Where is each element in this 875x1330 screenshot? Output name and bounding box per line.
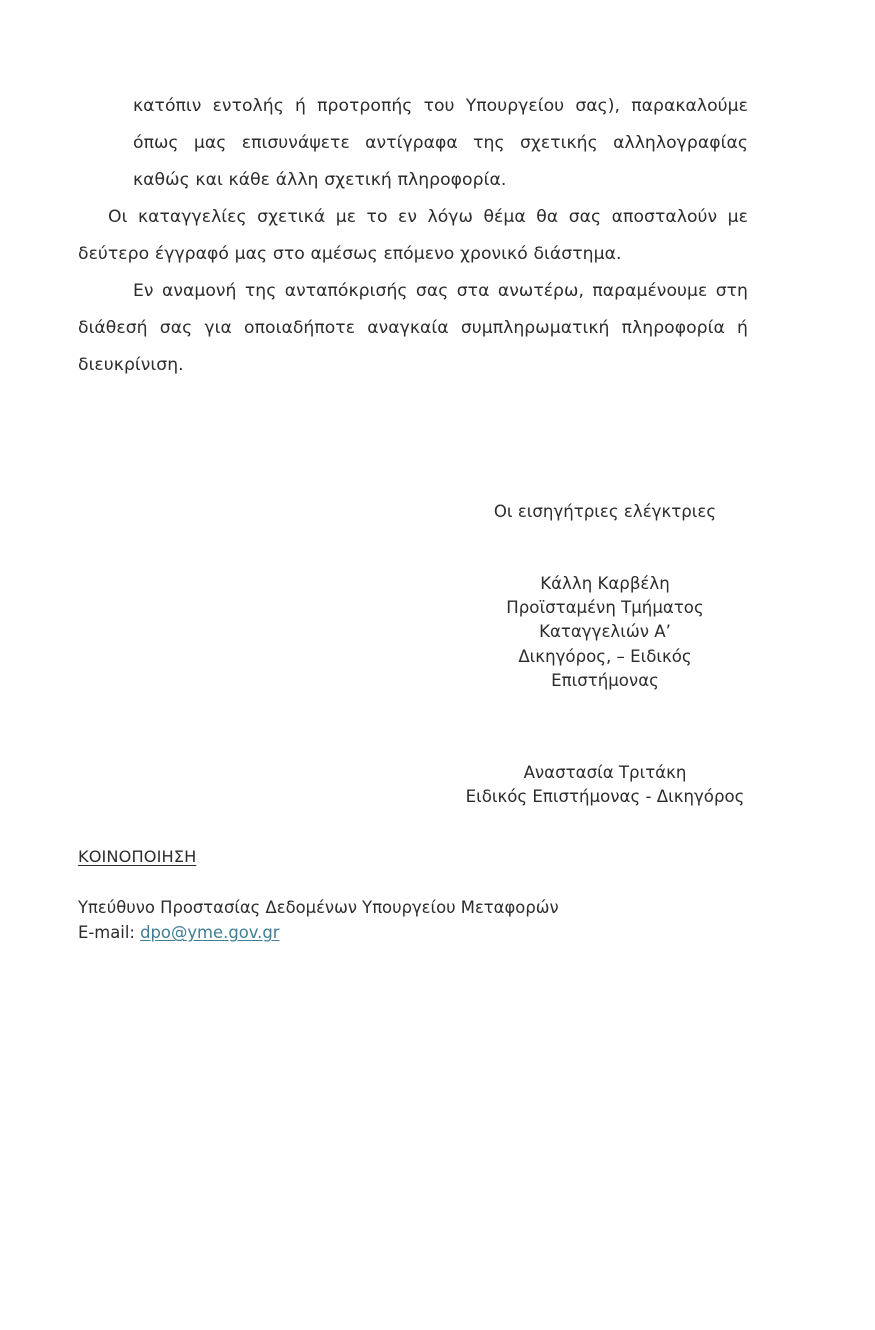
notification-heading: ΚΟΙΝΟΠΟΙΗΣΗ xyxy=(78,847,197,866)
signatory-1-title-line-1: Προϊσταμένη Τμήματος xyxy=(506,598,704,618)
paragraph-2: Οι καταγγελίες σχετικά με το εν λόγω θέμα θα σας αποσταλούν με δεύτερο έγγραφό μας στο αμέσως επόμενο χρονικό διάστημα. xyxy=(78,207,748,264)
signatory-2-name: Αναστασία Τριτάκη xyxy=(523,763,687,783)
notification-body xyxy=(78,868,559,945)
notification-email-line xyxy=(78,920,559,945)
signatory-1-title-line-4: Επιστήμονας xyxy=(551,670,659,690)
notification-area xyxy=(78,846,559,945)
signature-area xyxy=(455,500,755,809)
email-label: E-mail: xyxy=(78,923,141,942)
signatory-1-title-line-2: Καταγγελιών Α’ xyxy=(539,622,671,642)
signatory-2-title-line-1: Ειδικός Επιστήμονας - Δικηγόρος xyxy=(465,787,745,807)
signature-heading: Οι εισηγήτριες ελέγκτριες xyxy=(493,502,717,521)
signatory-block-2 xyxy=(455,761,755,809)
notification-recipient: Υπεύθυνο Προστασίας Δεδομένων Υπουργείου Μεταφορών xyxy=(78,898,559,917)
document-body xyxy=(78,88,748,384)
paragraph-1: κατόπιν εντολής ή προτροπής του Υπουργείου σας), παρακαλούμε όπως μας επισυνάψετε αντίγραφα της σχετικής αλληλογραφίας καθώς και κάθε άλλη σχετική πληροφορία. xyxy=(133,96,748,190)
signatory-1-name: Κάλλη Καρβέλη xyxy=(540,574,670,593)
email-link[interactable]: dpo@yme.gov.gr xyxy=(140,923,280,942)
paragraph-3: Εν αναμονή της ανταπόκρισής σας στα ανωτέρω, παραμένουμε στη διάθεσή σας για οποιαδήποτε αναγκαία συμπληρωματική πληροφορία ή διευκρίνιση. xyxy=(78,281,748,375)
signatory-1-title-line-3: Δικηγόρος, – Ειδικός xyxy=(518,646,692,666)
signatory-block-1 xyxy=(455,572,755,693)
